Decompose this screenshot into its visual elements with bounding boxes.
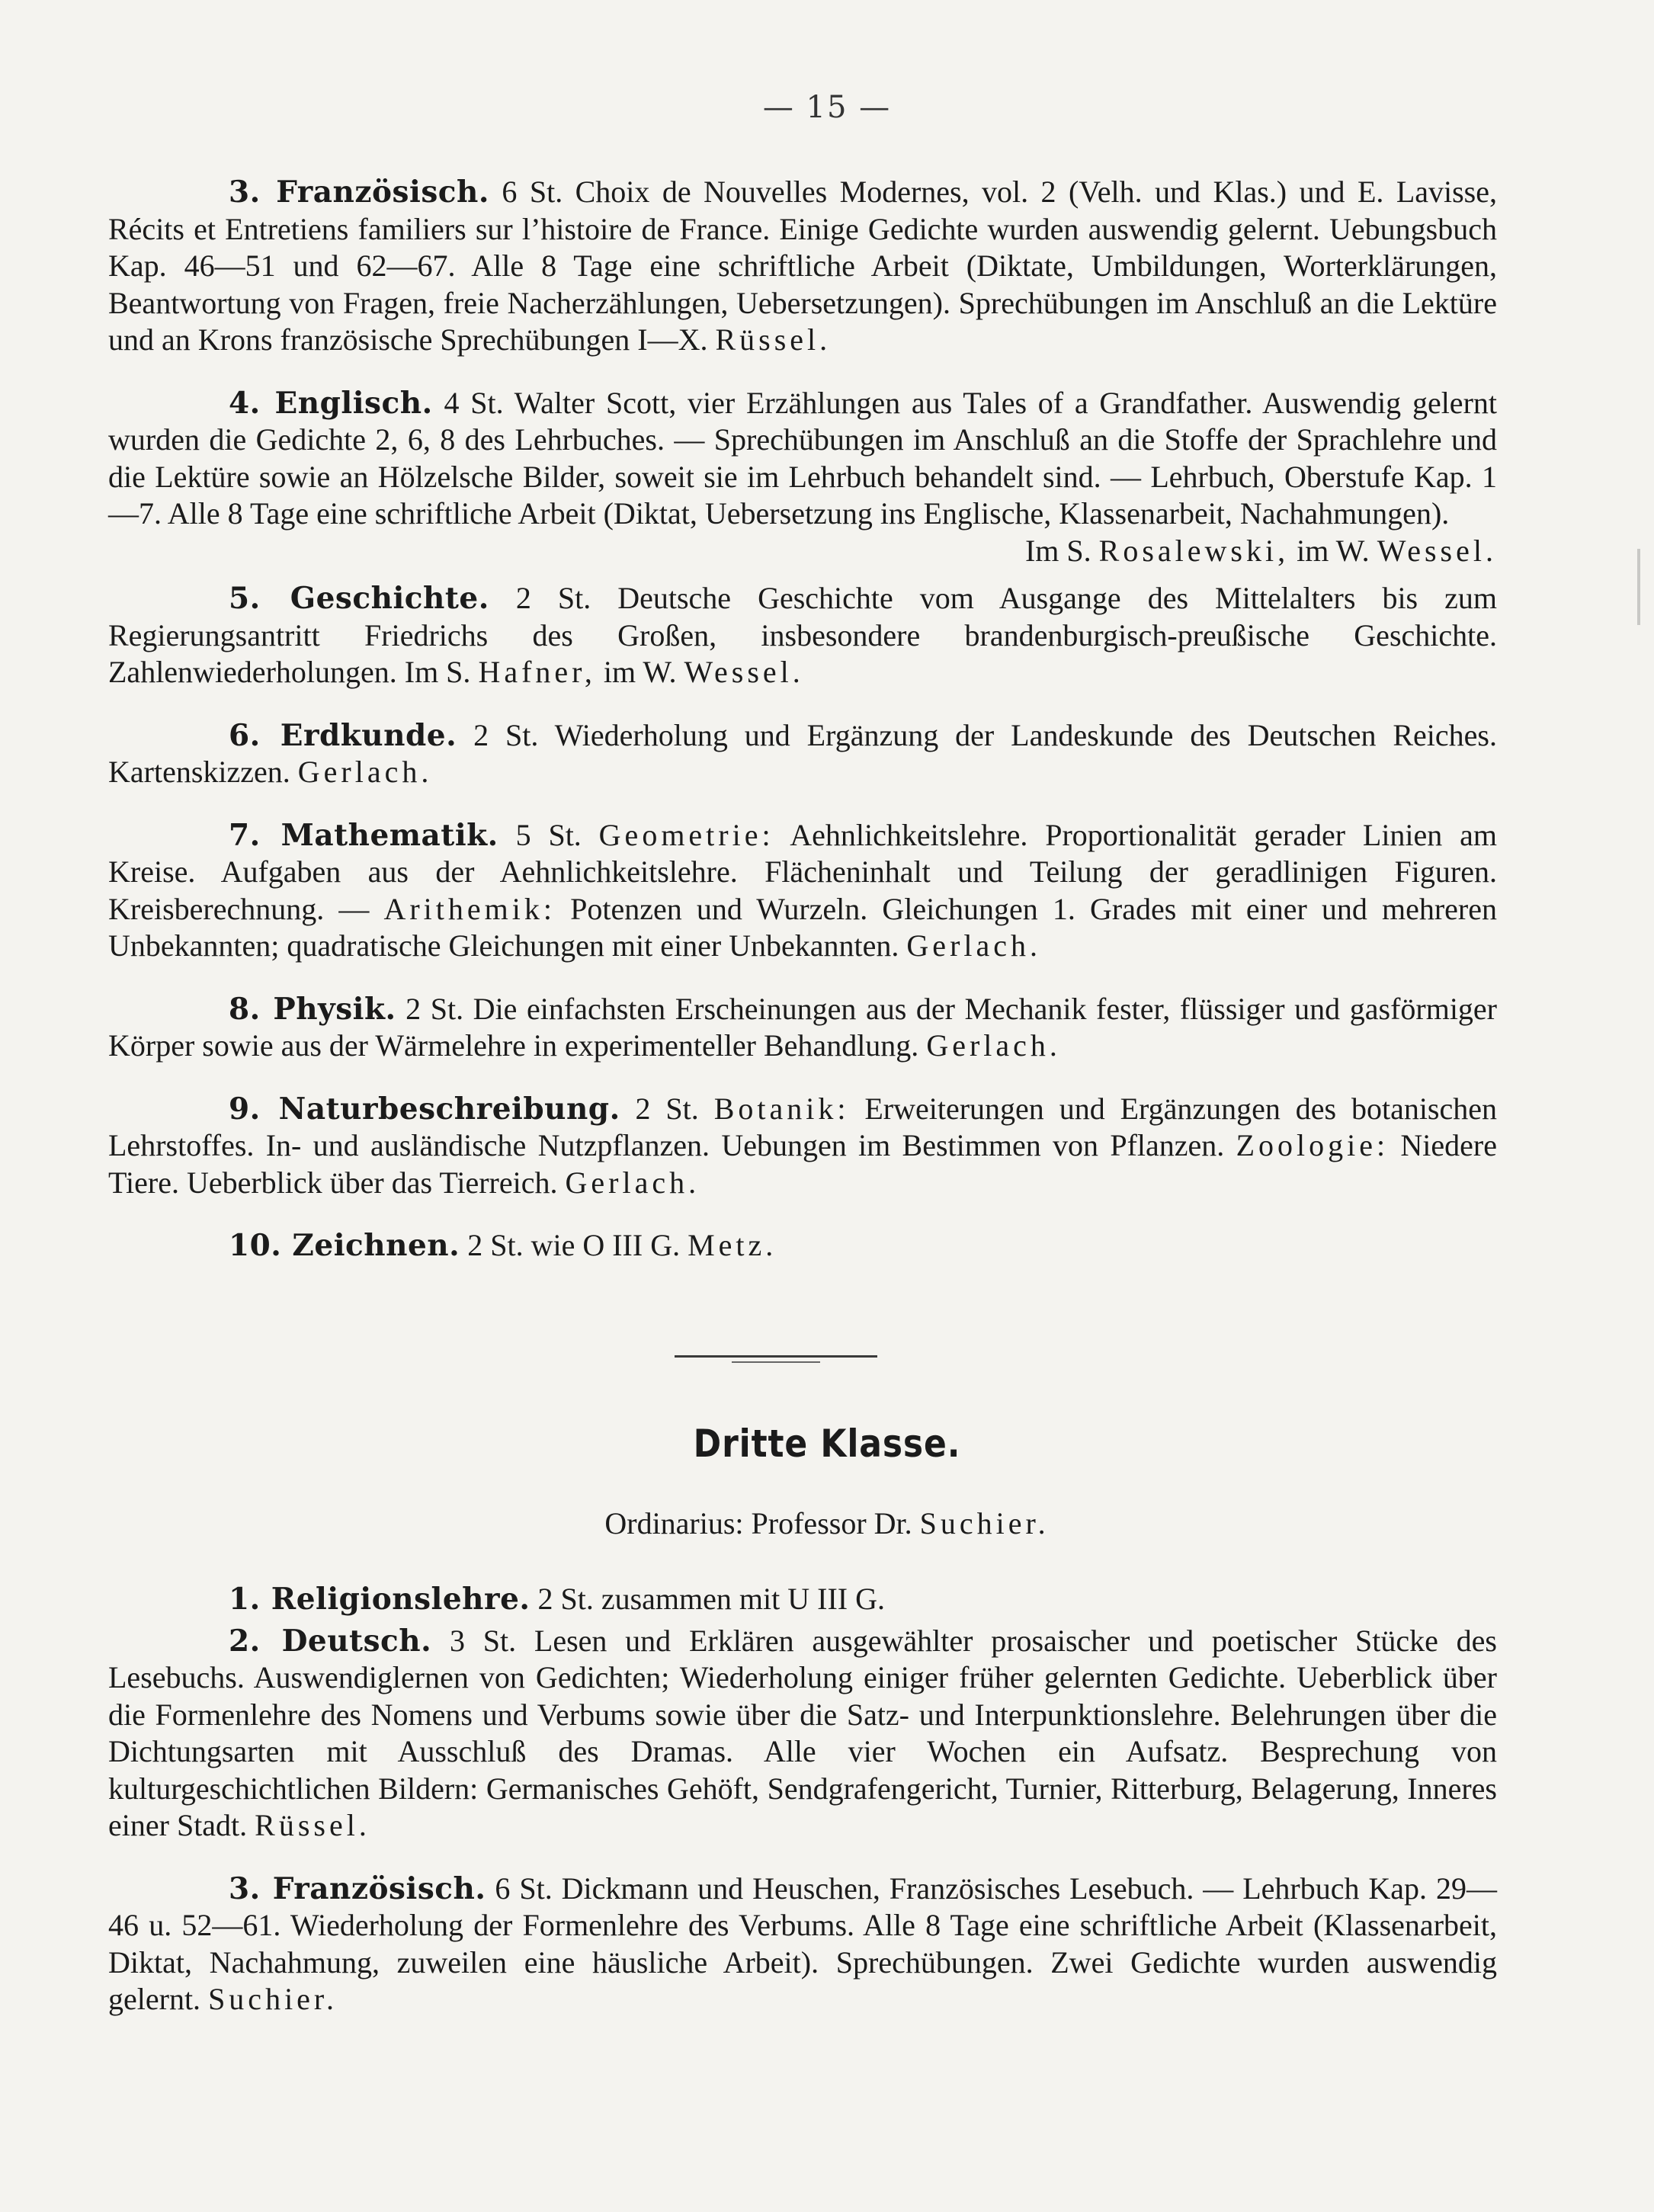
subject-text: 6 St. Choix de Nouvelles Modernes, vol. 2 (Velh. und Klas.) und E. Lavisse, Récits et Entretiens familiers sur l’histoire de France. Einige Gedichte wurden auswendig gelernt. Uebungsbuch Kap. 46—51 und 62—67. Alle 8 Tage eine schriftliche Arbeit (Diktate, Umbildungen, Worterklärungen, Beantwortung von Fragen, freie Nacherzählungen, Uebersetzungen). Sprechübungen im Anschluß an die Lektüre und an Krons französische Sprechübungen I—X. [108, 175, 1498, 357]
subject-text: 2 St. zusammen mit U III G. [537, 1582, 885, 1616]
subject-text: 2 St. wie O III G. [467, 1228, 681, 1262]
ordinarius-line [0, 1505, 1654, 1541]
topic-label: Botanik: [713, 1091, 850, 1126]
topic-label: Geometrie: [598, 817, 774, 852]
subject-heading: 8. Physik. [229, 991, 396, 1027]
subject-heading: 2. Deutsch. [229, 1623, 432, 1659]
subject-paragraph-franzoesisch [108, 174, 1497, 359]
subject-paragraph-deutsch [108, 1623, 1497, 1845]
subject-paragraph-franzoesisch-dritte [108, 1871, 1497, 2018]
teacher-name: Rüssel. [715, 322, 832, 357]
subject-text: Potenzen und Wurzeln. Gleichungen 1. Grades mit einer und mehreren Unbekannten; quadratische Gleichungen mit einer Unbekannten. [108, 891, 1497, 963]
teacher-name: Gerlach. [297, 755, 433, 789]
subject-paragraph-naturbeschreibung [108, 1091, 1497, 1202]
subject-heading: 5. Geschichte. [229, 581, 489, 616]
subject-heading: 7. Mathematik. [229, 817, 498, 853]
subject-text: 3 St. Lesen und Erklären ausgewählter prosaischer und poetischer Stücke des Lesebuchs. Auswendiglernen von Gedichten; Wiederholung einiger früher gelernten Gedichte. Ueberblick über die Formenlehre des Nomens und Verbums sowie über die Satz- und Interpunktionslehre. Belehrungen über die Dichtungsarten mit Ausschluß des Dramas. Alle vier Wochen ein Aufsatz. Besprechung von kulturgeschichtlichen Bildern: Germanisches Gehöft, Sendgrafengericht, Turnier, Ritterburg, Belagerung, Inneres einer Stadt. [108, 1623, 1497, 1842]
teacher-name: Gerlach. [906, 928, 1042, 963]
teacher-name: Metz. [688, 1228, 777, 1262]
subject-paragraph-erdkunde [108, 717, 1497, 791]
subject-paragraph-mathematik [108, 817, 1497, 965]
page-number: — 15 — [762, 90, 892, 125]
subject-text: Erweiterungen und Ergänzungen des botanischen Lehrstoffes. In- und ausländische Nutzpflanzen. Uebungen im Bestimmen von Pflanzen. [108, 1091, 1498, 1162]
signature-prefix: Im S. [1024, 533, 1091, 568]
teacher-signature [108, 533, 1497, 570]
teacher-name: Suchier. [208, 1982, 338, 2016]
subject-text: 2 St. Die einfachsten Erscheinungen aus der Mechanik fester, flüssiger und gasförmiger Körper sowie aus der Wärmelehre in experimenteller Behandlung. [108, 991, 1498, 1063]
subject-heading: 6. Erdkunde. [229, 717, 457, 753]
topic-label: Zoologie: [1236, 1128, 1390, 1162]
teacher-name: Gerlach. [926, 1028, 1061, 1063]
teacher-name: Wessel. [684, 655, 804, 689]
subject-text: Aehnlichkeitslehre. Proportionalität gerader Linien am Kreise. Aufgaben aus der Aehnlichkeitslehre. Flächeninhalt und Teilung der geradlinigen Figuren. Kreisberechnung. — [108, 817, 1498, 926]
subject-text: 4 St. Walter Scott, vier Erzählungen aus Tales of a Grandfather. Auswendig gelernt wurden die Gedichte 2, 6, 8 des Lehrbuches. — Sprechübungen im Anschluß an die Stoffe der Sprachlehre und die Lektüre sowie an Hölzelsche Bilder, soweit sie im Lehrbuch behandelt sind. — Lehrbuch, Oberstufe Kap. 1—7. Alle 8 Tage eine schriftliche Arbeit (Diktat, Uebersetzung ins Englische, Klassenarbeit, Nachahmungen). [108, 385, 1497, 531]
section-divider-ornament [732, 1361, 820, 1363]
upper-subject-list [108, 174, 1497, 1265]
subject-heading: 9. Naturbeschreibung. [229, 1091, 620, 1127]
teacher-name: Gerlach. [565, 1165, 700, 1200]
teacher-name: Hafner, [478, 655, 596, 689]
signature-prefix: im W. [1297, 533, 1370, 568]
teacher-name: Rüssel. [255, 1808, 370, 1842]
teacher-name: Wessel. [1377, 533, 1497, 568]
lower-subject-list [108, 1581, 1497, 2018]
subject-text: 5 St. [515, 817, 582, 852]
subject-paragraph-englisch [108, 385, 1497, 570]
subject-heading: 4. Englisch. [229, 385, 433, 421]
scan-mark [1637, 549, 1640, 625]
subject-text: 2 St. [635, 1091, 699, 1126]
subject-heading: 3. Französisch. [229, 175, 489, 210]
subject-text: 2 St. Wiederholung und Ergänzung der Landeskunde des Deutschen Reiches. Kartenskizzen. [108, 717, 1497, 789]
subject-heading: 10. Zeichnen. [229, 1228, 460, 1263]
ordinarius-prefix: Ordinarius: Professor Dr. [604, 1506, 912, 1540]
subject-text: 6 St. Dickmann und Heuschen, Französisches Lesebuch. — Lehrbuch Kap. 29—46 u. 52—61. Wiederholung der Formenlehre des Verbums. Alle 8 Tage eine schriftliche Arbeit (Klassenarbeit, Diktat, Nachahmung, zuweilen eine häusliche Arbeit). Sprechübungen. Zwei Gedichte wurden auswendig gelernt. [108, 1871, 1497, 2016]
subject-paragraph-religionslehre [108, 1581, 1497, 1618]
section-divider [675, 1355, 877, 1358]
subject-text: 2 St. Deutsche Geschichte vom Ausgange des Mittelalters bis zum Regierungsantritt Friedrichs des Großen, insbesondere brandenburgisch-preußische Geschichte. Zahlenwiederholungen. Im S. [108, 581, 1498, 689]
subject-paragraph-physik [108, 991, 1497, 1065]
subject-text: im W. [603, 655, 677, 689]
subject-text: Niedere Tiere. Ueberblick über das Tierreich. [108, 1128, 1497, 1200]
subject-heading: 1. Religionslehre. [229, 1582, 530, 1617]
ordinarius-name: Suchier. [919, 1506, 1050, 1540]
subject-paragraph-zeichnen [108, 1227, 1497, 1265]
subject-heading: 3. Französisch. [229, 1871, 486, 1906]
section-title: Dritte Klasse. [693, 1422, 961, 1466]
topic-label: Arithemik: [383, 891, 556, 926]
subject-paragraph-geschichte [108, 580, 1497, 691]
teacher-name: Rosalewski, [1098, 533, 1290, 568]
